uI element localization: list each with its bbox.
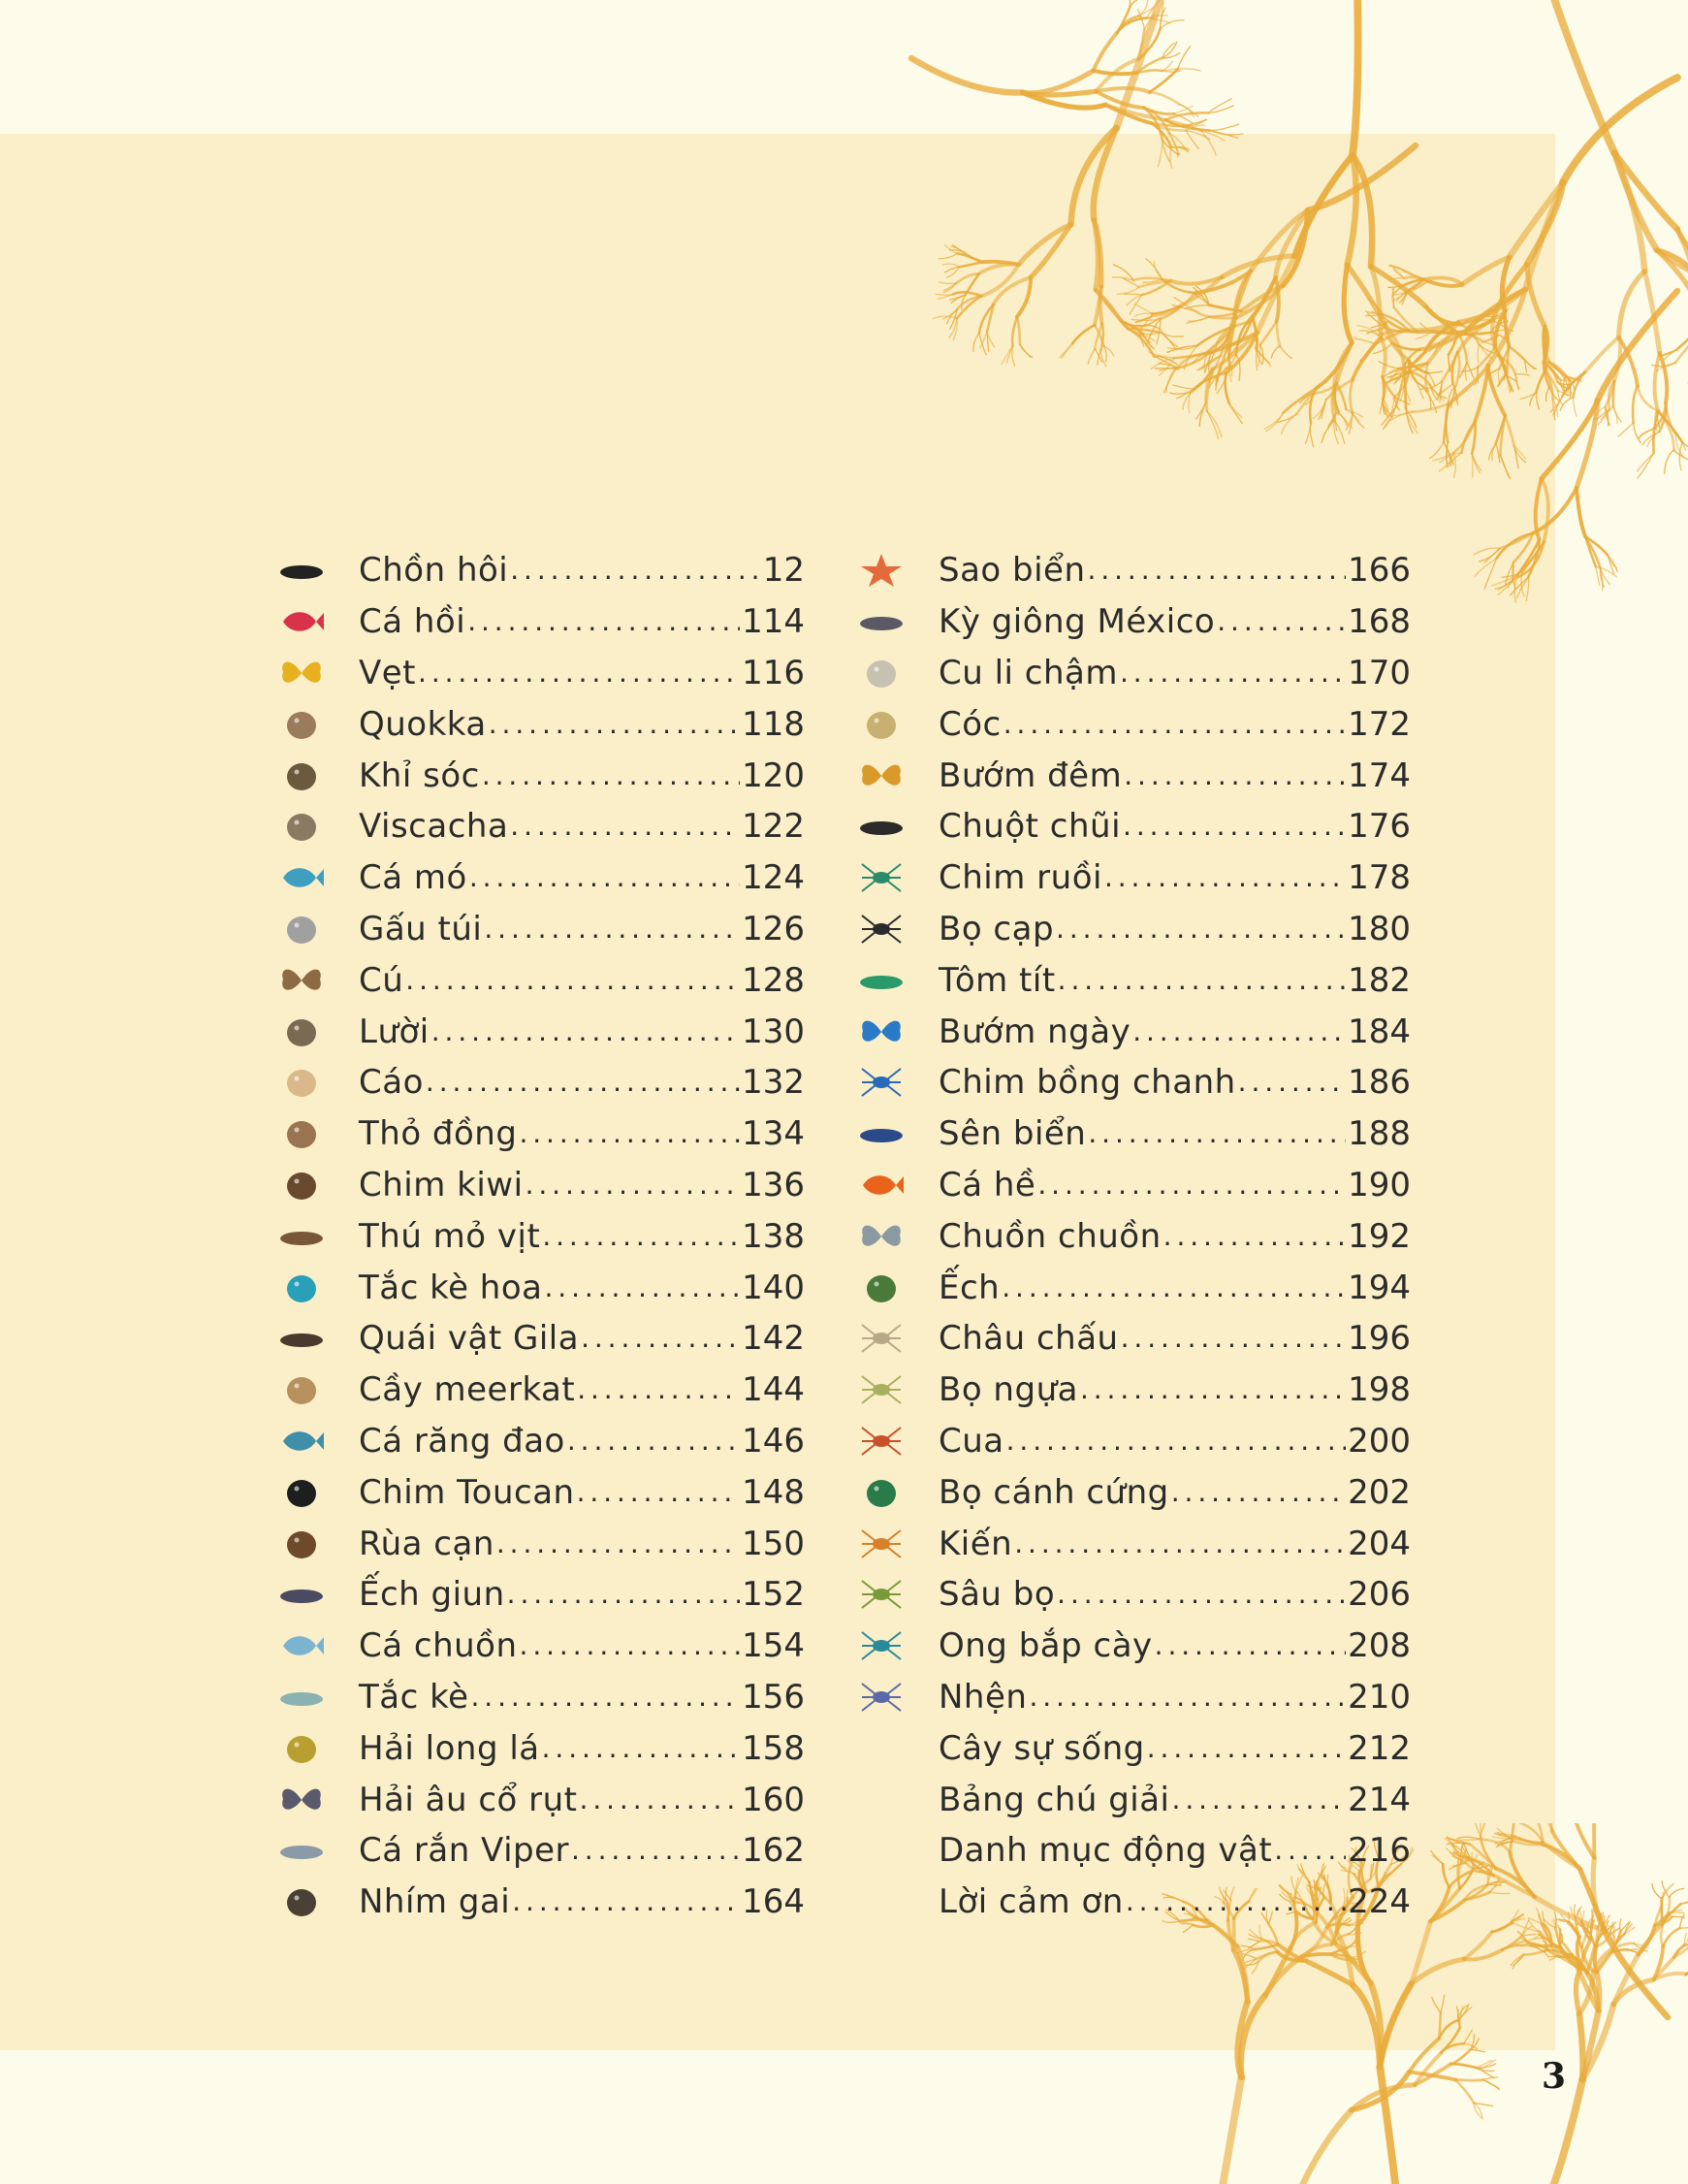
toc-entry-label: Kiến [939,1524,1013,1563]
dot-leader [1088,552,1347,585]
clownfish-icon [853,1164,909,1206]
dot-leader [1057,1576,1346,1609]
dot-leader [1002,1269,1346,1302]
dot-leader [520,1627,741,1660]
toc-entry-page: 142 [742,1319,805,1359]
dot-leader [1003,706,1346,739]
toc-entry-label: Sâu bọ [939,1575,1056,1615]
toc-entry-right-0[interactable] [853,545,1411,596]
toc-entry-page: 200 [1348,1421,1411,1461]
toc-entry-label: Châu chấu [939,1319,1119,1359]
toc-entry-right-21[interactable] [853,1621,1411,1672]
quokka-icon [273,703,330,746]
dot-leader [469,859,740,892]
toc-entry-label: Cá chuồn [359,1626,518,1666]
toc-entry-page: 172 [1348,704,1411,744]
sloth-icon [273,1011,330,1053]
toc-entry-label: Khỉ sóc [359,755,480,795]
toc-entry-left-20[interactable] [273,1569,805,1621]
toc-entry-page: 150 [742,1524,805,1563]
toc-entry-label: Ếch giun [359,1575,505,1615]
toc-entry-label: Chim kiwi [359,1165,524,1204]
toc-entry-right-23[interactable] [853,1722,1411,1774]
dot-leader [1056,911,1346,944]
toc-entry-page: 154 [742,1626,805,1666]
toc-entry-page: 116 [742,653,805,692]
toc-entry-right-9[interactable] [853,1006,1411,1057]
toc-entry-left-3[interactable] [273,698,805,750]
toc-entry-label: Chim ruồi [939,858,1102,898]
chameleon-icon [273,1267,330,1309]
toc-entry-label: Sên biển [939,1114,1087,1154]
skunk-icon [273,549,330,592]
dot-leader [1029,1679,1346,1712]
toc-entry-right-11[interactable] [853,1108,1411,1160]
hare-icon [273,1112,330,1155]
toc-entry-left-25[interactable] [273,1825,805,1877]
dot-leader [1172,1782,1347,1815]
toc-entry-left-11[interactable] [273,1108,805,1160]
toc-entry-page: 174 [1348,755,1411,795]
toc-entry-label: Quokka [359,704,487,744]
dot-leader [1238,1064,1346,1097]
crab-icon [853,1420,909,1462]
toc-entry-label: Cá mó [359,858,467,898]
toc-entry-left-26[interactable] [273,1877,805,1928]
axolotl-icon [853,600,909,643]
spider-icon [853,1676,909,1718]
toc-entry-left-22[interactable] [273,1672,805,1723]
dot-leader [526,1167,741,1200]
dot-leader [510,808,740,841]
toc-entry-label: Bảng chú giải [939,1780,1170,1819]
beetle-icon [853,1471,909,1514]
toc-entry-left-0[interactable] [273,545,805,596]
toc-entry-left-1[interactable] [273,596,805,648]
salmon-icon [273,600,330,643]
toc-entry-right-22[interactable] [853,1672,1411,1723]
toc-entry-page: 156 [742,1677,805,1717]
toc-entry-page: 148 [742,1472,805,1512]
toc-entry-page: 122 [742,807,805,847]
toc-entry-page: 194 [1348,1268,1411,1307]
toc-entry-right-3[interactable] [853,698,1411,750]
kiwi-icon [273,1164,330,1206]
hummingbird-icon [853,856,909,899]
toc-entry-label: Tắc kè [359,1677,469,1717]
toc-entry-page: 216 [1348,1831,1411,1871]
toc-entry-right-13[interactable] [853,1210,1411,1262]
toc-entry-page: 214 [1348,1780,1411,1819]
viscacha-icon [273,805,330,848]
toc-entry-page: 162 [742,1831,805,1871]
toc-entry-label: Cú [359,960,404,1000]
toc-entry-right-26[interactable] [853,1877,1411,1928]
toc-entry-left-2[interactable] [273,648,805,699]
toc-entry-left-7[interactable] [273,904,805,955]
mole-icon [853,805,909,848]
toc-entry-page: 130 [742,1012,805,1051]
dot-leader [577,1474,741,1507]
dot-leader [542,1730,740,1763]
flying-fish-icon [273,1624,330,1667]
toc-entry-label: Chồn hôi [359,551,509,591]
dot-leader [405,962,740,995]
dot-leader [1124,757,1346,790]
dot-leader [1274,1832,1346,1865]
toc-entry-label: Cáo [359,1063,424,1103]
toc-entry-label: Lười [359,1012,430,1051]
dot-leader [1058,962,1346,995]
icon-placeholder [853,1829,909,1872]
toc-entry-right-24[interactable] [853,1774,1411,1825]
dot-leader [1121,1320,1346,1353]
toc-entry-label: Bướm đêm [939,755,1123,795]
dot-leader [545,1269,741,1302]
toc-entry-label: Hải long lá [359,1728,540,1768]
dot-leader [1120,655,1346,688]
page-number: 3 [1542,2056,1567,2097]
toc-entry-page: 224 [1348,1882,1411,1922]
dot-leader [482,757,740,790]
dot-leader [512,1883,740,1916]
toc-entry-label: Cầy meerkat [359,1370,576,1410]
toc-entry-right-6[interactable] [853,852,1411,904]
toc-entry-page: 128 [742,960,805,1000]
toc-entry-label: Bọ ngựa [939,1370,1078,1410]
toc-entry-right-18[interactable] [853,1466,1411,1518]
toc-entry-page: 152 [742,1575,805,1615]
butterfly-icon [853,1011,909,1053]
toc-entry-label: Vẹt [359,653,417,692]
dot-leader [580,1782,741,1815]
toc-entry-page: 186 [1348,1063,1411,1103]
praying-mantis-icon [853,1368,909,1411]
dot-leader [467,603,740,636]
toc-entry-page: 188 [1348,1114,1411,1154]
toc-entry-label: Bướm ngày [939,1012,1131,1051]
toc-entry-page: 192 [1348,1216,1411,1256]
toc-column-right [853,545,1411,1928]
toc-entry-label: Tôm tít [939,960,1056,1000]
toc-entry-label: Tắc kè hoa [359,1268,543,1307]
starfish-icon [853,549,909,592]
dot-leader [1104,859,1346,892]
dot-leader [1014,1526,1346,1558]
toc-entry-page: 12 [762,551,805,591]
toc-entry-left-5[interactable] [273,801,805,852]
kingfisher-icon [853,1061,909,1104]
dot-leader [1088,1115,1346,1148]
frog-icon [853,1267,909,1309]
dot-leader [431,1013,740,1046]
toc-entry-right-2[interactable] [853,648,1411,699]
dot-leader [507,1576,740,1609]
toc-entry-left-17[interactable] [273,1416,805,1467]
toc-entry-page: 184 [1348,1012,1411,1051]
toc-entry-label: Cá răng đao [359,1421,565,1461]
toc-entry-page: 160 [742,1780,805,1819]
toc-entry-page: 146 [742,1421,805,1461]
toc-entry-left-21[interactable] [273,1621,805,1672]
toc-entry-page: 196 [1348,1319,1411,1359]
moth-icon [853,755,909,797]
toc-entry-label: Cua [939,1421,1004,1461]
toc-entry-label: Cá rắn Viper [359,1831,569,1871]
toc-entry-label: Cây sự sống [939,1728,1145,1768]
piranha-icon [273,1420,330,1462]
toc-entry-label: Danh mục động vật [939,1831,1273,1871]
toucan-icon [273,1471,330,1514]
gila-monster-icon [273,1317,330,1360]
toc-entry-label: Rùa cạn [359,1524,494,1563]
dot-leader [1080,1371,1346,1404]
caecilian-icon [273,1573,330,1616]
toc-entry-label: Gấu túi [359,909,483,948]
toc-entry-page: 198 [1348,1370,1411,1410]
toc-entry-label: Hải âu cổ rụt [359,1780,578,1819]
toc-entry-right-17[interactable] [853,1416,1411,1467]
dot-leader [496,1526,740,1558]
toc-entry-right-14[interactable] [853,1262,1411,1313]
dot-leader [1123,808,1346,841]
grasshopper-icon [853,1317,909,1360]
mantis-shrimp-icon [853,959,909,1002]
dot-leader [1037,1167,1346,1200]
toc-entry-label: Chim bồng chanh [939,1063,1236,1103]
toc-entry-label: Nhện [939,1677,1028,1717]
toc-entry-label: Sao biển [939,551,1086,591]
icon-placeholder [853,1880,909,1923]
dot-leader [567,1423,740,1456]
dot-leader [1006,1423,1346,1456]
dot-leader [510,552,760,585]
dot-leader [1217,603,1346,636]
toc-entry-page: 136 [742,1165,805,1204]
dot-leader [542,1218,740,1251]
toc-entry-right-12[interactable] [853,1160,1411,1211]
dot-leader [484,911,740,944]
toc-entry-left-14[interactable] [273,1262,805,1313]
toc-entry-right-15[interactable] [853,1313,1411,1365]
toc-entry-page: 114 [742,602,805,642]
toc-entry-right-8[interactable] [853,954,1411,1006]
toc-entry-page: 178 [1348,858,1411,898]
sea-slug-icon [853,1112,909,1155]
toc-entry-page: 168 [1348,602,1411,642]
toc-entry-label: Lời cảm ơn [939,1882,1124,1922]
toc-entry-page: 166 [1348,551,1411,591]
toc-entry-label: Chuột chũi [939,807,1122,847]
toc-entry-label: Thú mỏ vịt [359,1216,541,1256]
toc-entry-page: 158 [742,1728,805,1768]
parrot-icon [273,652,330,694]
toc-entry-page: 208 [1348,1626,1411,1666]
toc-entry-page: 210 [1348,1677,1411,1717]
dot-leader [581,1320,740,1353]
dot-leader [489,706,740,739]
toc-entry-left-15[interactable] [273,1313,805,1365]
toc-entry-label: Chim Toucan [359,1472,575,1512]
toc-entry-right-5[interactable] [853,801,1411,852]
toc-entry-left-4[interactable] [273,750,805,801]
toc-entry-page: 164 [742,1882,805,1922]
toc-entry-label: Cu li chậm [939,653,1118,692]
tortoise-icon [273,1523,330,1565]
toc-entry-label: Cóc [939,704,1002,744]
toc-entry-left-12[interactable] [273,1160,805,1211]
squirrel-monkey-icon [273,755,330,797]
toc-entry-right-16[interactable] [853,1365,1411,1416]
dot-leader [1171,1474,1346,1507]
toc-entry-right-25[interactable] [853,1825,1411,1877]
toc-column-left [273,545,805,1928]
parrotfish-icon [273,856,330,899]
toc-entry-page: 140 [742,1268,805,1307]
toc-entry-page: 206 [1348,1575,1411,1615]
toc-entry-page: 212 [1348,1728,1411,1768]
toc-entry-left-10[interactable] [273,1057,805,1108]
toc-entry-left-8[interactable] [273,954,805,1006]
dot-leader [471,1679,741,1712]
toc-entry-label: Bọ cạp [939,909,1055,948]
toc-entry-label: Quái vật Gila [359,1319,580,1359]
toc-entry-right-7[interactable] [853,904,1411,955]
viperfish-icon [273,1829,330,1872]
toc-entry-page: 118 [742,704,805,744]
dot-leader [1163,1218,1346,1251]
toc-entry-page: 180 [1348,909,1411,948]
toc-entry-label: Bọ cánh cứng [939,1472,1169,1512]
toc-entry-label: Chuồn chuồn [939,1216,1162,1256]
dot-leader [571,1832,740,1865]
toc-entry-left-23[interactable] [273,1722,805,1774]
gecko-icon [273,1676,330,1718]
leafy-seadragon-icon [273,1727,330,1770]
toc-entry-page: 144 [742,1370,805,1410]
toc-entry-page: 132 [742,1063,805,1103]
toc-entry-page: 126 [742,909,805,948]
toc-entry-label: Nhím gai [359,1882,511,1922]
koala-icon [273,908,330,950]
dot-leader [519,1115,740,1148]
toad-icon [853,703,909,746]
toc-entry-page: 182 [1348,960,1411,1000]
wasp-icon [853,1624,909,1667]
toc-entry-right-1[interactable] [853,596,1411,648]
toc-entry-page: 176 [1348,807,1411,847]
dot-leader [1126,1883,1346,1916]
toc-entry-label: Thỏ đồng [359,1114,518,1154]
toc-entry-page: 170 [1348,653,1411,692]
toc-entry-page: 202 [1348,1472,1411,1512]
dot-leader [1155,1627,1346,1660]
toc-entry-left-18[interactable] [273,1466,805,1518]
owl-icon [273,959,330,1002]
dot-leader [1132,1013,1346,1046]
dot-leader [577,1371,740,1404]
hedgehog-icon [273,1880,330,1923]
dot-leader [418,655,740,688]
toc-entry-page: 204 [1348,1524,1411,1563]
toc-entry-left-16[interactable] [273,1365,805,1416]
toc-entry-right-20[interactable] [853,1569,1411,1621]
platypus-icon [273,1215,330,1258]
toc-entry-label: Kỳ giông México [939,602,1216,642]
scorpion-icon [853,908,909,950]
insect-icon [853,1573,909,1616]
puffin-icon [273,1779,330,1821]
toc-entry-right-4[interactable] [853,750,1411,801]
toc-entry-label: Cá hề [939,1165,1036,1204]
toc-entry-right-10[interactable] [853,1057,1411,1108]
toc-entry-label: Ếch [939,1268,1001,1307]
toc-entry-left-6[interactable] [273,852,805,904]
toc-entry-page: 138 [742,1216,805,1256]
toc-entry-label: Viscacha [359,807,509,847]
toc-entry-label: Ong bắp cày [939,1626,1153,1666]
meerkat-icon [273,1368,330,1411]
toc-entry-left-13[interactable] [273,1210,805,1262]
toc-entry-left-24[interactable] [273,1774,805,1825]
toc-entry-label: Cá hồi [359,602,466,642]
icon-placeholder [853,1727,909,1770]
toc-entry-right-19[interactable] [853,1518,1411,1569]
toc-entry-page: 124 [742,858,805,898]
toc-entry-page: 120 [742,755,805,795]
fox-icon [273,1061,330,1104]
toc-entry-page: 134 [742,1114,805,1154]
slow-loris-icon [853,652,909,694]
ant-icon [853,1523,909,1565]
dragonfly-icon [853,1215,909,1258]
dot-leader [426,1064,740,1097]
toc-entry-page: 190 [1348,1165,1411,1204]
icon-placeholder [853,1779,909,1821]
toc-entry-left-19[interactable] [273,1518,805,1569]
dot-leader [1147,1730,1346,1763]
toc-entry-left-9[interactable] [273,1006,805,1057]
